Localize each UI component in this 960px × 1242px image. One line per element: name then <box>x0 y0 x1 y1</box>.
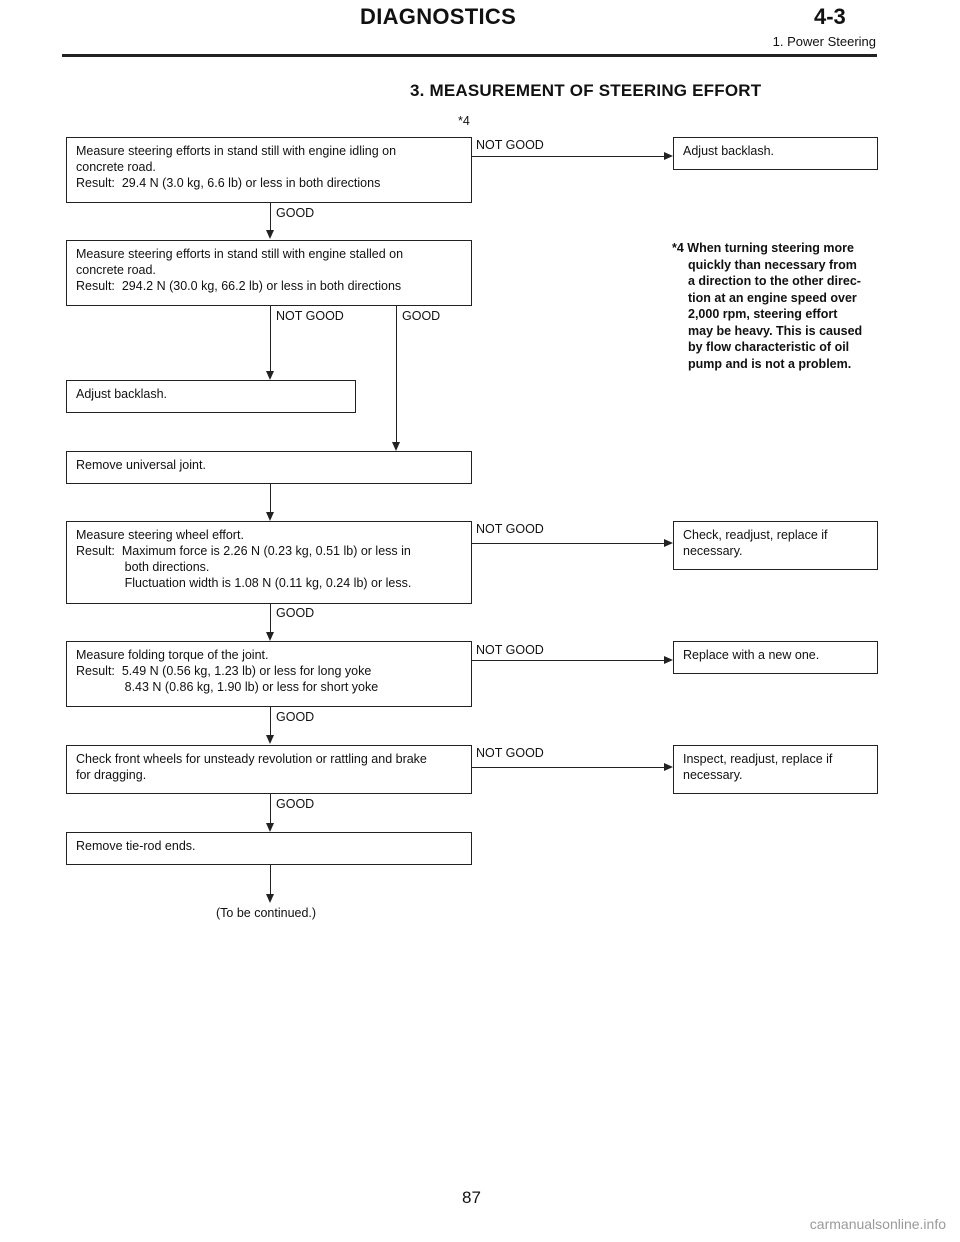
connector <box>270 865 271 895</box>
box-line: concrete road. <box>76 263 156 277</box>
good-label: GOOD <box>276 606 315 620</box>
step-check-front-wheels <box>66 745 472 794</box>
section-title: 3. MEASUREMENT OF STEERING EFFORT <box>410 81 762 100</box>
step-adjust-backlash-1 <box>673 137 878 170</box>
good-label: GOOD <box>402 309 441 323</box>
footer-watermark: carmanualsonline.info <box>809 1216 946 1232</box>
box-line: Adjust backlash. <box>683 144 775 158</box>
step-remove-tie-rod-ends <box>66 832 472 865</box>
header-rule <box>62 54 877 57</box>
not-good-label: NOT GOOD <box>276 309 344 323</box>
connector <box>472 660 664 661</box>
arrow-down <box>266 512 274 521</box>
arrow-down <box>266 371 274 380</box>
step-check-readjust <box>673 521 878 570</box>
note-4 <box>672 240 878 372</box>
step-inspect-readjust <box>673 745 878 794</box>
box-line: Remove universal joint. <box>76 458 206 472</box>
box-line: necessary. <box>683 768 743 782</box>
box-line: Check front wheels for unsteady revolution or rattling and brake <box>76 752 427 766</box>
box-line: Measure steering wheel effort. <box>76 528 244 542</box>
box-line: Result: 5.49 N (0.56 kg, 1.23 lb) or less for long yoke <box>76 664 372 678</box>
connector <box>270 306 271 371</box>
good-label: GOOD <box>276 797 315 811</box>
box-line: Check, readjust, replace if <box>683 528 828 542</box>
header-section-number: 4-3 <box>814 4 846 29</box>
box-line: concrete road. <box>76 160 156 174</box>
arrow-down <box>266 823 274 832</box>
box-line: necessary. <box>683 544 743 558</box>
connector <box>270 707 271 736</box>
box-line: both directions. <box>76 560 210 574</box>
not-good-label: NOT GOOD <box>476 746 544 760</box>
continued-label: (To be continued.) <box>216 906 317 920</box>
good-label: GOOD <box>276 206 315 220</box>
arrow-right <box>664 656 673 664</box>
box-line: Fluctuation width is 1.08 N (0.11 kg, 0.24 lb) or less. <box>76 576 412 590</box>
step-folding-torque <box>66 641 472 707</box>
note-line: 2,000 rpm, steering effort <box>688 307 838 321</box>
step-adjust-backlash-2 <box>66 380 356 413</box>
box-line: Adjust backlash. <box>76 387 168 401</box>
connector <box>270 484 271 513</box>
good-label: GOOD <box>276 710 315 724</box>
ref-mark: *4 <box>458 114 470 128</box>
note-line: quickly than necessary from <box>688 257 857 272</box>
arrow-down <box>266 735 274 744</box>
connector <box>270 203 271 231</box>
step-wheel-effort <box>66 521 472 604</box>
connector <box>396 306 397 442</box>
box-line: Inspect, readjust, replace if <box>683 752 833 766</box>
header-subtitle: 1. Power Steering <box>772 34 876 49</box>
page-number: 87 <box>462 1188 481 1207</box>
arrow-right <box>664 763 673 771</box>
step-replace-new <box>673 641 878 674</box>
box-line: Remove tie-rod ends. <box>76 839 196 853</box>
step-stalled-effort <box>66 240 472 306</box>
connector <box>472 156 664 157</box>
note-line: *4 When turning steering more <box>672 241 854 255</box>
note-line: by flow characteristic of oil <box>688 340 850 354</box>
arrow-down <box>266 632 274 641</box>
note-line: may be heavy. This is caused <box>688 323 863 338</box>
connector <box>270 794 271 824</box>
box-line: Replace with a new one. <box>683 648 820 662</box>
box-line: Measure folding torque of the joint. <box>76 648 269 662</box>
connector <box>270 604 271 633</box>
note-line: pump and is not a problem. <box>688 356 852 371</box>
arrow-down <box>392 442 400 451</box>
arrow-down <box>266 894 274 903</box>
step-remove-universal-joint <box>66 451 472 484</box>
connector <box>472 767 664 768</box>
box-line: Measure steering efforts in stand still with engine idling on <box>76 144 397 158</box>
not-good-label: NOT GOOD <box>476 522 544 536</box>
not-good-label: NOT GOOD <box>476 643 544 657</box>
note-line: a direction to the other direc- <box>688 274 861 288</box>
not-good-label: NOT GOOD <box>476 138 544 152</box>
step-idling-effort <box>66 137 472 203</box>
arrow-right <box>664 152 673 160</box>
box-line: Result: 29.4 N (3.0 kg, 6.6 lb) or less in both directions <box>76 176 381 190</box>
box-line: Measure steering efforts in stand still with engine stalled on <box>76 247 404 261</box>
connector <box>472 543 664 544</box>
box-line: Result: Maximum force is 2.26 N (0.23 kg, 0.51 lb) or less in <box>76 544 411 558</box>
note-line: tion at an engine speed over <box>688 290 857 305</box>
arrow-down <box>266 230 274 239</box>
box-line: 8.43 N (0.86 kg, 1.90 lb) or less for short yoke <box>76 680 379 694</box>
header-title: DIAGNOSTICS <box>360 4 517 29</box>
box-line: Result: 294.2 N (30.0 kg, 66.2 lb) or less in both directions <box>76 279 402 293</box>
arrow-right <box>664 539 673 547</box>
box-line: for dragging. <box>76 768 147 782</box>
